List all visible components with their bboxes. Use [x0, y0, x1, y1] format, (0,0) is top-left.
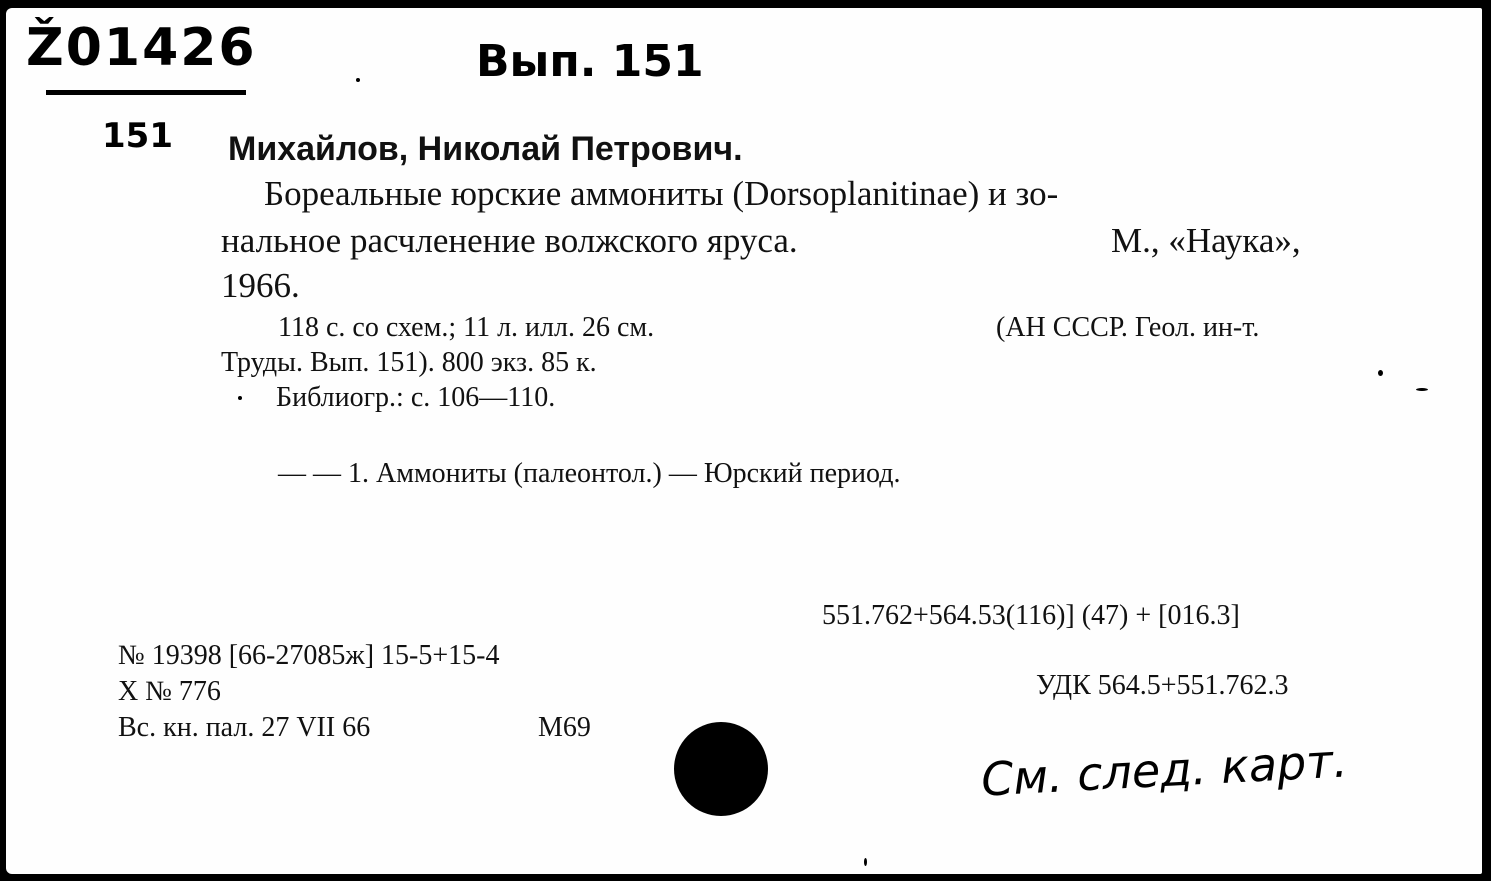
speck	[1416, 388, 1428, 391]
speck	[864, 858, 867, 866]
author-heading: Михайлов, Николай Петрович.	[228, 130, 743, 168]
series-statement: (АН СССР. Геол. ин-т.	[996, 312, 1260, 343]
speck	[356, 78, 360, 82]
title-line-1: Бореальные юрские аммониты (Dorsoplanitinae) и зо-	[264, 174, 1059, 213]
issue-handwritten: Вып. 151	[476, 36, 704, 87]
collation-line-2: Труды. Вып. 151). 800 экз. 85 к.	[221, 347, 597, 378]
title-line-2: нальное расчленение волжского яруса.	[221, 221, 798, 260]
collation-line-1: 118 с. со схем.; 11 л. илл. 26 см.	[278, 312, 655, 343]
publication-year: 1966.	[221, 266, 300, 305]
see-next-card-note: См. след. карт.	[979, 733, 1349, 807]
speck	[238, 396, 242, 400]
catalog-card	[6, 8, 1482, 874]
print-code: М69	[538, 712, 591, 743]
inventory-number: Ž01426	[26, 18, 257, 78]
speck	[1378, 370, 1383, 376]
publisher: М., «Наука»,	[1111, 221, 1301, 260]
card-punch-hole	[674, 722, 768, 816]
registration-line-1: № 19398 [66-27085ж] 15-5+15-4	[118, 640, 500, 671]
udc-index: УДК 564.5+551.762.3	[1036, 670, 1289, 701]
udc-full-index: 551.762+564.53(116)] (47) + [016.3]	[822, 600, 1240, 631]
subject-heading: — — 1. Аммониты (палеонтол.) — Юрский период.	[278, 458, 901, 489]
inventory-underline	[46, 90, 246, 95]
registration-line-2: Х № 776	[118, 676, 221, 707]
registration-line-3: Вс. кн. пал. 27 VII 66	[118, 712, 371, 743]
bibliography-note: Библиогр.: с. 106—110.	[276, 382, 556, 413]
margin-number: 151	[102, 116, 173, 156]
